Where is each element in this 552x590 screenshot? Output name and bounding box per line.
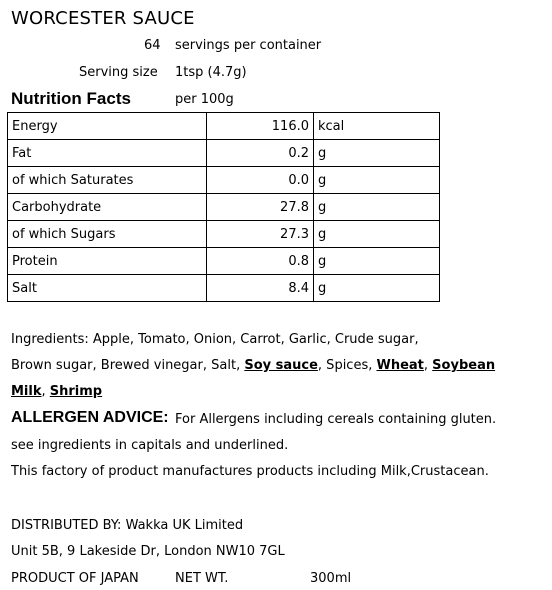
allergen-soy-sauce: Soy sauce [244,358,318,373]
allergen-heading: ALLERGEN ADVICE: [11,409,169,426]
allergen-soybean: Soybean [432,358,496,373]
nutrient-name: Fat [8,140,207,167]
nutrient-unit: g [314,248,440,275]
nutrient-value: 0.8 [207,248,314,275]
nutrition-row [8,194,440,221]
nutrient-value: 27.3 [207,221,314,248]
distributor-address: Unit 5B, 9 Lakeside Dr, London NW10 7GL [11,544,285,559]
nutrition-row [8,248,440,275]
ingredients-line-1: Ingredients: Apple, Tomato, Onion, Carrot, Garlic, Crude sugar, [11,332,419,347]
allergen-text-2: see ingredients in capitals and underlined. [11,438,289,453]
distributed-by: DISTRIBUTED BY: Wakka UK Limited [11,518,244,533]
nutrient-value: 0.2 [207,140,314,167]
allergen-text-1: For Allergens including cereals containing gluten. [175,412,497,427]
ingredients-text: Brown sugar, Brewed vinegar, Salt, [11,358,245,373]
servings-count: 64 [144,38,161,53]
ingredients-line-2 [11,358,495,373]
nutrient-unit: kcal [314,113,440,140]
nutrient-name: of which Sugars [8,221,207,248]
product-title: WORCESTER SAUCE [11,8,195,29]
nutrient-unit: g [314,167,440,194]
allergen-milk: Milk [11,384,42,399]
ingredients-text: , [41,384,50,399]
allergen-shrimp: Shrimp [49,384,103,399]
per-100g-label: per 100g [175,92,234,107]
servings-label: servings per container [175,38,322,53]
nutrient-name: Salt [8,275,207,302]
product-origin: PRODUCT OF JAPAN [11,571,139,586]
nutrient-name: Energy [8,113,207,140]
nutrition-row [8,167,440,194]
allergen-wheat: Wheat [376,358,424,373]
net-weight-value: 300ml [310,571,352,586]
nutrient-name: of which Saturates [8,167,207,194]
nutrient-unit: g [314,140,440,167]
nutrient-unit: g [314,221,440,248]
nutrient-name: Carbohydrate [8,194,207,221]
nutrition-row [8,113,440,140]
ingredients-line-3 [11,384,102,399]
nutrient-value: 0.0 [207,167,314,194]
nutrient-value: 27.8 [207,194,314,221]
nutrition-table [7,112,440,302]
nutrient-name: Protein [8,248,207,275]
nutrition-row [8,140,440,167]
allergen-text-3: This factory of product manufactures products including Milk,Crustacean. [11,464,489,479]
ingredients-text: , [423,358,433,373]
nutrition-facts-heading: Nutrition Facts [11,89,131,108]
nutrient-value: 8.4 [207,275,314,302]
nutrient-unit: g [314,275,440,302]
net-weight-label: NET WT. [175,571,229,586]
nutrient-value: 116.0 [207,113,314,140]
ingredients-text: , Spices, [317,358,377,373]
serving-size-value: 1tsp (4.7g) [175,65,247,80]
serving-size-label: Serving size [79,65,158,80]
nutrition-row [8,221,440,248]
nutrition-row [8,275,440,302]
nutrient-unit: g [314,194,440,221]
